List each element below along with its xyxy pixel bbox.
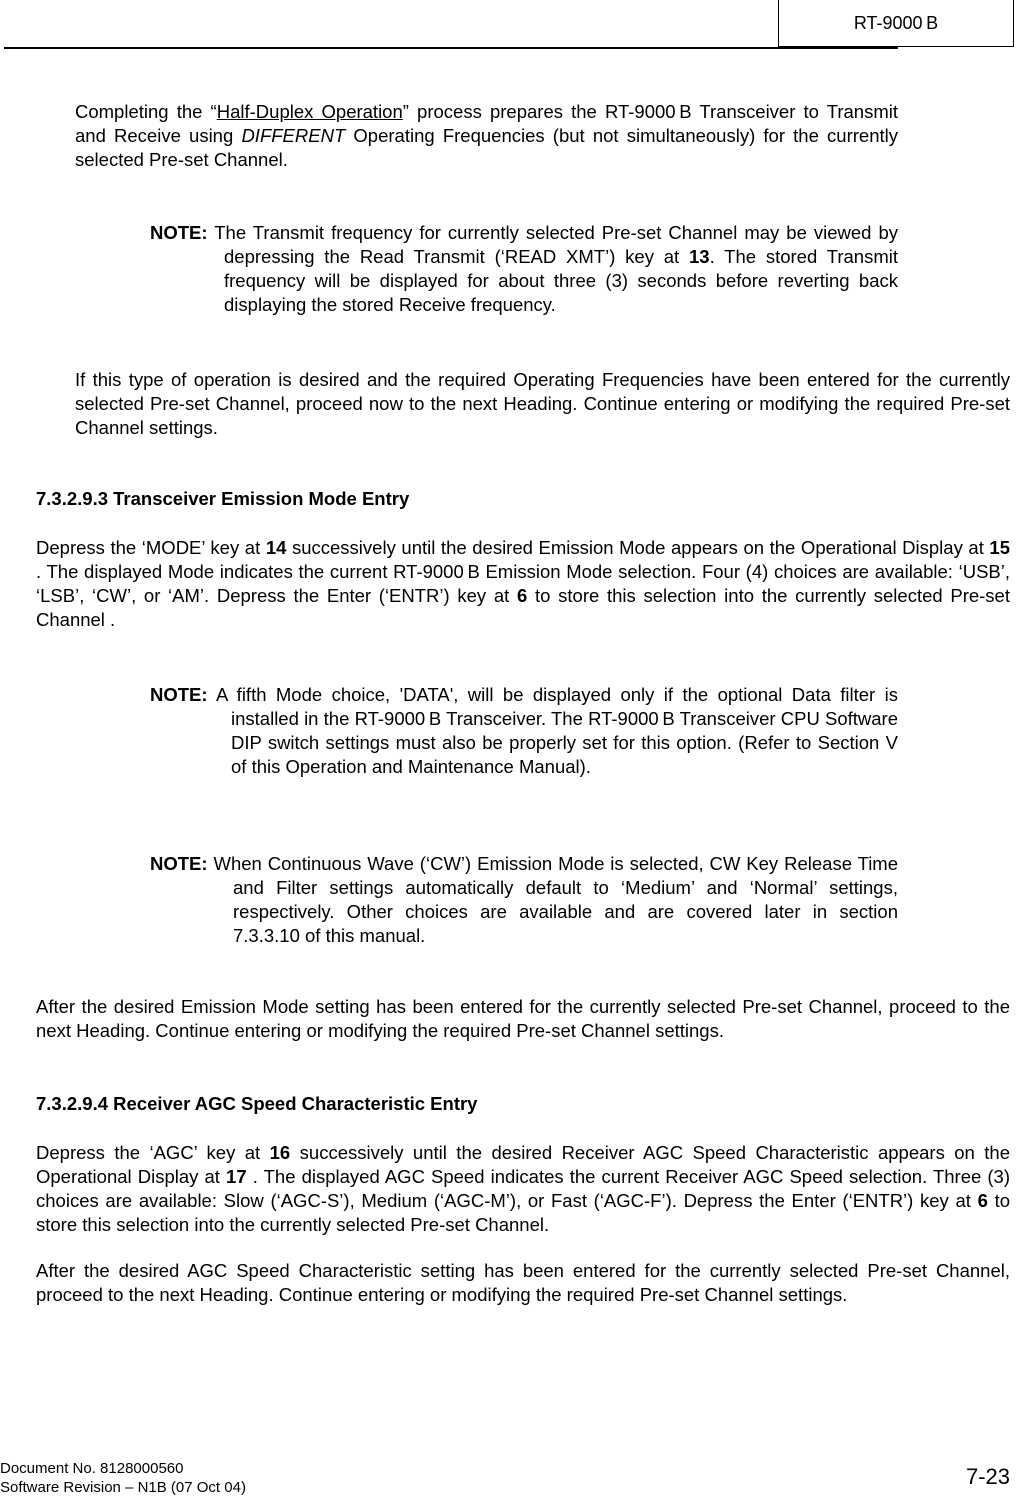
p1-emphasis: DIFFERENT — [241, 125, 346, 146]
paragraph-emission-mode — [36, 536, 1010, 632]
heading-agc-speed: 7.3.2.9.4 Receiver AGC Speed Characteristic Entry — [36, 1093, 478, 1114]
note2-text: A fifth Mode choice, 'DATA', will be displayed only if the optional Data filter is installed in the RT-9000 B Transceiver. The RT-9000 B Transceiver CPU Software DIP switch settings must also be properly set for this option. (Refer to Section V of this Operation and Maintenance Manual). — [215, 684, 898, 777]
note-transmit-frequency — [150, 221, 898, 317]
note-data-mode — [150, 683, 898, 779]
paragraph-agc-speed — [36, 1141, 1010, 1237]
paragraph-proceed-next — [75, 368, 1010, 440]
p3-key-ref-1: 14 — [265, 537, 287, 558]
paragraph-half-duplex — [75, 100, 898, 172]
footer-software-revision: Software Revision – N1B (07 Oct 04) — [0, 1479, 246, 1496]
footer-document-number: Document No. 8128000560 — [0, 1460, 184, 1477]
p2-text: If this type of operation is desired and the required Operating Frequencies have been entered for the currently selected Pre-set Channel, proceed now to the next Heading. Continue entering or modifying the required Pre-set Channel settings. — [75, 369, 1010, 438]
half-duplex-link[interactable]: Half-Duplex Operation — [216, 101, 403, 122]
note1-label: NOTE: — [150, 222, 208, 243]
p3-key-ref-3: 6 — [517, 585, 528, 606]
note3-text: When Continuous Wave (‘CW’) Emission Mode is selected, CW Key Release Time and Filter settings automatically default to ‘Medium’ and ‘Normal’ settings, respectively. Other choices are available and are covered later in section 7.3.3.10 of this manual. — [213, 853, 898, 946]
p3-text-d: to store this selection into the currently selected Pre-set Channel . — [36, 585, 1010, 630]
heading-emission-mode: 7.3.2.9.3 Transceiver Emission Mode Entry — [36, 488, 410, 509]
note2-label: NOTE: — [150, 684, 208, 705]
header-model-box — [778, 0, 1014, 47]
p3-key-ref-2: 15 — [989, 537, 1010, 558]
p5-text-c: . The displayed AGC Speed indicates the current Receiver AGC Speed selection. Three (3) choices are available: Slow (‘AGC-S’), Medium (‘AGC-M’), or Fast (‘AGC-F’). Depress the Enter (‘ENTR’) key at — [36, 1166, 1011, 1211]
note1-text-b: . The stored Transmit frequency will be displayed for about three (3) seconds before reverting back displaying the stored Receive frequency. — [224, 246, 898, 315]
p4-text: After the desired Emission Mode setting has been entered for the currently selected Pre-set Channel, proceed to the next Heading. Continue entering or modifying the required Pre-set Channel settings. — [36, 996, 1010, 1041]
p5-text-d: to store this selection into the currently selected Pre-set Channel. — [36, 1190, 1010, 1235]
p5-text-b: successively until the desired Receiver AGC Speed Characteristic appears on the Operational Display at — [36, 1142, 1010, 1187]
header-rule — [4, 47, 898, 49]
paragraph-after-agc — [36, 1259, 1010, 1307]
p5-key-ref-3: 6 — [977, 1190, 988, 1211]
p3-text-a: Depress the ‘MODE’ key at — [36, 537, 266, 558]
p3-text-b: successively until the desired Emission Mode appears on the Operational Display at — [291, 537, 990, 558]
p6-text: After the desired AGC Speed Characteristic setting has been entered for the currently selected Pre-set Channel, proceed to the next Heading. Continue entering or modifying the required Pre-set Channel settings. — [36, 1260, 1010, 1305]
p1-text-pre: Completing the “ — [75, 101, 217, 122]
header-model: RT-9000 B — [853, 13, 939, 33]
note3-label: NOTE: — [150, 853, 208, 874]
footer-document-info — [0, 1459, 246, 1497]
p5-key-ref-1: 16 — [269, 1142, 291, 1163]
p5-text-a: Depress the ‘AGC’ key at — [36, 1142, 270, 1163]
p3-text-c: . The displayed Mode indicates the current RT-9000 B Emission Mode selection. Four (4) choices are available: ‘USB’, ‘LSB’, ‘CW’, or ‘AM’. Depress the Enter (‘ENTR’) key at — [36, 561, 1010, 606]
paragraph-after-emission — [36, 995, 1010, 1043]
p1-text-mid: ” process prepares the RT-9000 B Transceiver to Transmit and Receive using — [75, 101, 899, 146]
note1-key-ref: 13 — [688, 246, 710, 267]
page-number: 7-23 — [965, 1464, 1010, 1489]
note-cw-mode — [150, 852, 898, 948]
p1-text-post: Operating Frequencies (but not simultaneously) for the currently selected Pre-set Channel. — [75, 125, 898, 170]
p5-key-ref-2: 17 — [226, 1166, 247, 1187]
note1-text-a: The Transmit frequency for currently selected Pre-set Channel may be viewed by depressing the Read Transmit (‘READ XMT’) key at — [214, 222, 899, 267]
